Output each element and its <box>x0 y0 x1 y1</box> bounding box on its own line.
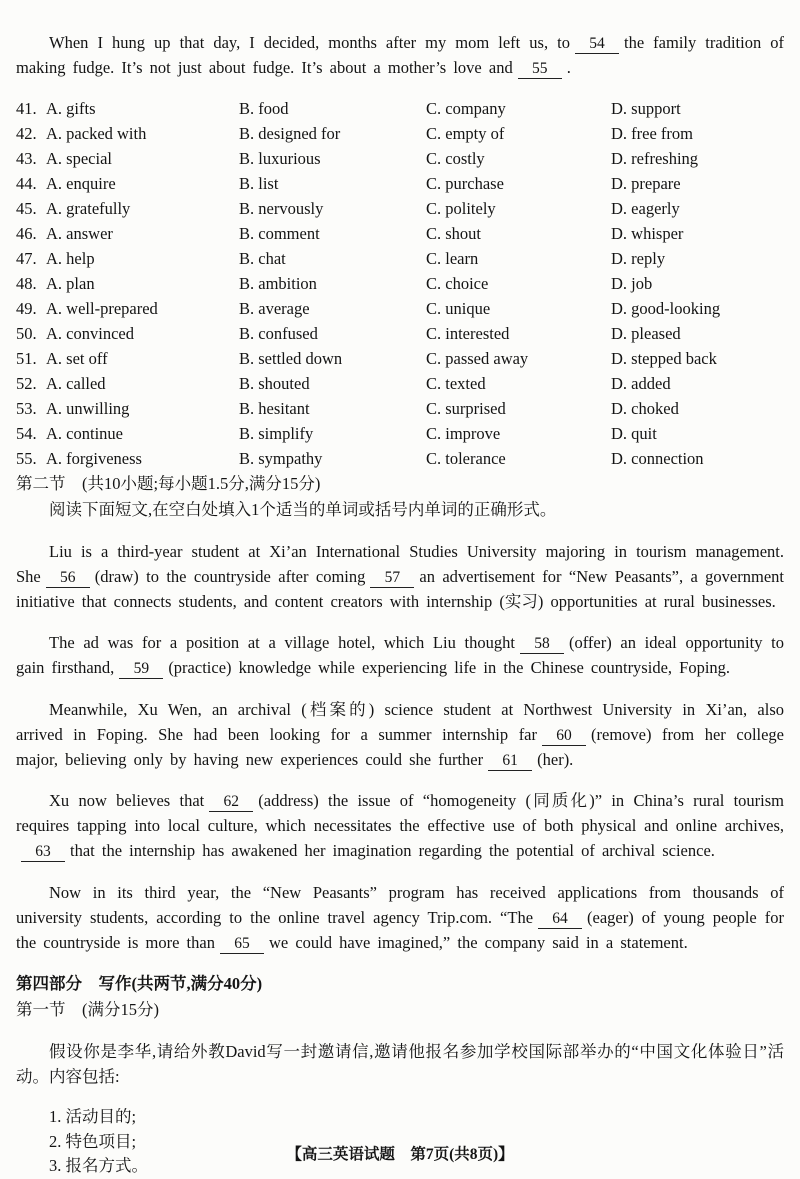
cloze2-paragraph-4 <box>16 788 784 863</box>
page-footer: 【高三英语试题 第7页(共8页)】 <box>286 1146 514 1163</box>
question-row-46 <box>16 221 784 246</box>
option-a: A. gifts <box>46 99 96 118</box>
p2-text-3: (practice) knowledge while experiencing life in the Chinese countryside, Foping. <box>168 658 731 677</box>
option-c: C. unique <box>426 299 491 318</box>
option-a: A. well-prepared <box>46 299 158 318</box>
option-c: C. improve <box>426 424 501 443</box>
option-c: C. politely <box>426 199 496 218</box>
question-row-52 <box>16 371 784 396</box>
cloze2-paragraph-1 <box>16 539 784 614</box>
intro-text-3: . <box>566 57 571 77</box>
question-row-47 <box>16 246 784 271</box>
option-c: C. purchase <box>426 174 504 193</box>
option-a: A. convinced <box>46 324 134 343</box>
writing-point-2: 2. 特色项目; <box>49 1131 137 1151</box>
question-row-55 <box>16 446 784 471</box>
question-number: 42. <box>16 124 37 143</box>
cloze2-paragraph-5 <box>16 880 784 955</box>
blank-63: 63 <box>21 842 65 862</box>
blank-57: 57 <box>370 568 414 588</box>
option-b: B. settled down <box>239 349 343 368</box>
option-c: C. learn <box>426 249 479 268</box>
option-c: C. texted <box>426 374 486 393</box>
option-a: A. unwilling <box>46 399 130 418</box>
option-d: D. good-looking <box>611 299 721 318</box>
option-b: B. shouted <box>239 374 310 393</box>
option-b: B. simplify <box>239 424 314 443</box>
p5-text-1: Now in its third year, the “New Peasants” program has received applications from thousands of university students, according to the online travel agency Trip.com. “The <box>16 882 784 927</box>
option-c: C. surprised <box>426 399 506 418</box>
writing-point-3: 3. 报名方式。 <box>49 1156 148 1175</box>
question-number: 48. <box>16 274 37 293</box>
option-d: D. added <box>611 374 671 393</box>
option-b: B. confused <box>239 324 318 343</box>
section2-instruction: 阅读下面短文,在空白处填入1个适当的单词或括号内单词的正确形式。 <box>49 499 557 519</box>
question-number: 41. <box>16 99 37 118</box>
p5-text-2: (eager) of young people for the countryside is more than <box>16 907 784 952</box>
question-number: 51. <box>16 349 37 368</box>
option-c: C. choice <box>426 274 489 293</box>
question-row-41 <box>16 96 784 121</box>
option-a: A. set off <box>46 349 108 368</box>
question-row-49 <box>16 296 784 321</box>
option-c: C. interested <box>426 324 510 343</box>
question-number: 46. <box>16 224 37 243</box>
question-number: 43. <box>16 149 37 168</box>
writing-point-1: 1. 活动目的; <box>49 1107 137 1126</box>
section4-heading: 第四部分 写作(共两节,满分40分) <box>16 974 263 993</box>
option-d: D. support <box>611 99 681 118</box>
option-b: B. hesitant <box>239 399 310 418</box>
option-b: B. chat <box>239 249 286 268</box>
blank-62: 62 <box>209 792 253 812</box>
p4-text-1: Xu now believes that <box>49 791 205 810</box>
blank-61: 61 <box>488 751 532 771</box>
option-c: C. company <box>426 99 506 118</box>
option-a: A. plan <box>46 274 95 293</box>
question-row-54 <box>16 421 784 446</box>
section2-heading: 第二节 (共10小题;每小题1.5分,满分15分) <box>16 474 321 493</box>
option-b: B. average <box>239 299 310 318</box>
option-d: D. prepare <box>611 174 681 193</box>
option-b: B. nervously <box>239 199 324 218</box>
option-d: D. job <box>611 274 653 293</box>
writing-prompt: 假设你是李华,请给外教David写一封邀请信,邀请他报名参加学校国际部举办的“中国文化体验日”活动。内容包括: <box>16 1041 784 1086</box>
p3-text-2: (remove) from her college major, believing only by having new experiences could she further <box>16 724 785 769</box>
question-row-50 <box>16 321 784 346</box>
option-d: D. reply <box>611 249 666 268</box>
option-d: D. refreshing <box>611 149 699 168</box>
option-b: B. ambition <box>239 274 317 293</box>
option-d: D. free from <box>611 124 694 143</box>
option-d: D. pleased <box>611 324 681 343</box>
question-number: 45. <box>16 199 37 218</box>
option-a: A. special <box>46 149 112 168</box>
p2-text-1: The ad was for a position at a village hotel, which Liu thought <box>49 633 515 652</box>
question-number: 53. <box>16 399 37 418</box>
option-a: A. packed with <box>46 124 147 143</box>
blank-54: 54 <box>575 34 619 54</box>
p2-text-2: (offer) an ideal opportunity to gain firsthand, <box>16 633 784 677</box>
option-c: C. tolerance <box>426 449 506 468</box>
section4-subheading: 第一节 (满分15分) <box>16 999 159 1019</box>
option-b: B. comment <box>239 224 320 243</box>
question-row-42 <box>16 121 784 146</box>
option-d: D. choked <box>611 399 679 418</box>
option-a: A. gratefully <box>46 199 131 218</box>
question-row-53 <box>16 396 784 421</box>
option-b: B. food <box>239 99 289 118</box>
cloze2-paragraph-2 <box>16 630 784 680</box>
question-number: 54. <box>16 424 37 443</box>
blank-55: 55 <box>518 59 562 79</box>
question-row-44 <box>16 171 784 196</box>
option-c: C. costly <box>426 149 485 168</box>
question-number: 55. <box>16 449 37 468</box>
p1-text-1: Liu is a third-year student at Xi’an International Studies University majoring in tourism management. She <box>16 541 784 586</box>
p1-text-3: an advertisement for “New Peasants”, a government initiative that connects students, and content creators with internship (实习) opportunities at rural businesses. <box>16 566 784 611</box>
options-table <box>16 96 784 471</box>
question-number: 44. <box>16 174 37 193</box>
question-row-48 <box>16 271 784 296</box>
p5-text-3: we could have imagined,” the company said in a statement. <box>268 932 688 952</box>
p3-text-3: (her). <box>537 749 574 769</box>
option-b: B. sympathy <box>239 449 323 468</box>
option-d: D. stepped back <box>611 349 717 368</box>
option-b: B. designed for <box>239 124 341 143</box>
blank-58: 58 <box>520 634 564 654</box>
question-row-43 <box>16 146 784 171</box>
intro-text-2: the family tradition of making fudge. It’s not just about fudge. It’s about a mother’s love and <box>16 32 784 77</box>
option-c: C. shout <box>426 224 482 243</box>
p4-text-2: (address) the issue of “homogeneity (同质化)” in China’s rural tourism requires tapping into local culture, which necessitates the effective use of both physical and online archives, <box>16 791 785 835</box>
option-a: A. help <box>46 249 95 268</box>
question-number: 50. <box>16 324 37 343</box>
option-d: D. whisper <box>611 224 684 243</box>
option-a: A. answer <box>46 224 113 243</box>
intro-text-1: When I hung up that day, I decided, months after my mom left us, to <box>49 32 570 52</box>
blank-59: 59 <box>119 659 163 679</box>
p1-text-2: (draw) to the countryside after coming <box>94 566 366 586</box>
option-c: C. empty of <box>426 124 505 143</box>
question-row-45 <box>16 196 784 221</box>
question-number: 52. <box>16 374 37 393</box>
option-b: B. luxurious <box>239 149 321 168</box>
option-d: D. connection <box>611 449 704 468</box>
blank-64: 64 <box>538 909 582 929</box>
option-a: A. continue <box>46 424 123 443</box>
option-a: A. enquire <box>46 174 116 193</box>
p4-text-3: that the internship has awakened her imagination regarding the potential of archival science. <box>70 841 715 860</box>
option-b: B. list <box>239 174 279 193</box>
question-number: 49. <box>16 299 37 318</box>
p3-text-1: Meanwhile, Xu Wen, an archival (档案的) science student at Northwest University in Xi’an, also arrived in Foping. She had been looking for a summer internship far <box>16 699 784 744</box>
blank-65: 65 <box>220 934 264 954</box>
cloze2-paragraph-3 <box>16 697 784 772</box>
blank-60: 60 <box>542 726 586 746</box>
option-c: C. passed away <box>426 349 529 368</box>
question-row-51 <box>16 346 784 371</box>
option-a: A. forgiveness <box>46 449 142 468</box>
cloze1-intro-paragraph <box>16 30 784 80</box>
option-d: D. quit <box>611 424 657 443</box>
option-d: D. eagerly <box>611 199 680 218</box>
question-number: 47. <box>16 249 37 268</box>
option-a: A. called <box>46 374 106 393</box>
blank-56: 56 <box>46 568 90 588</box>
